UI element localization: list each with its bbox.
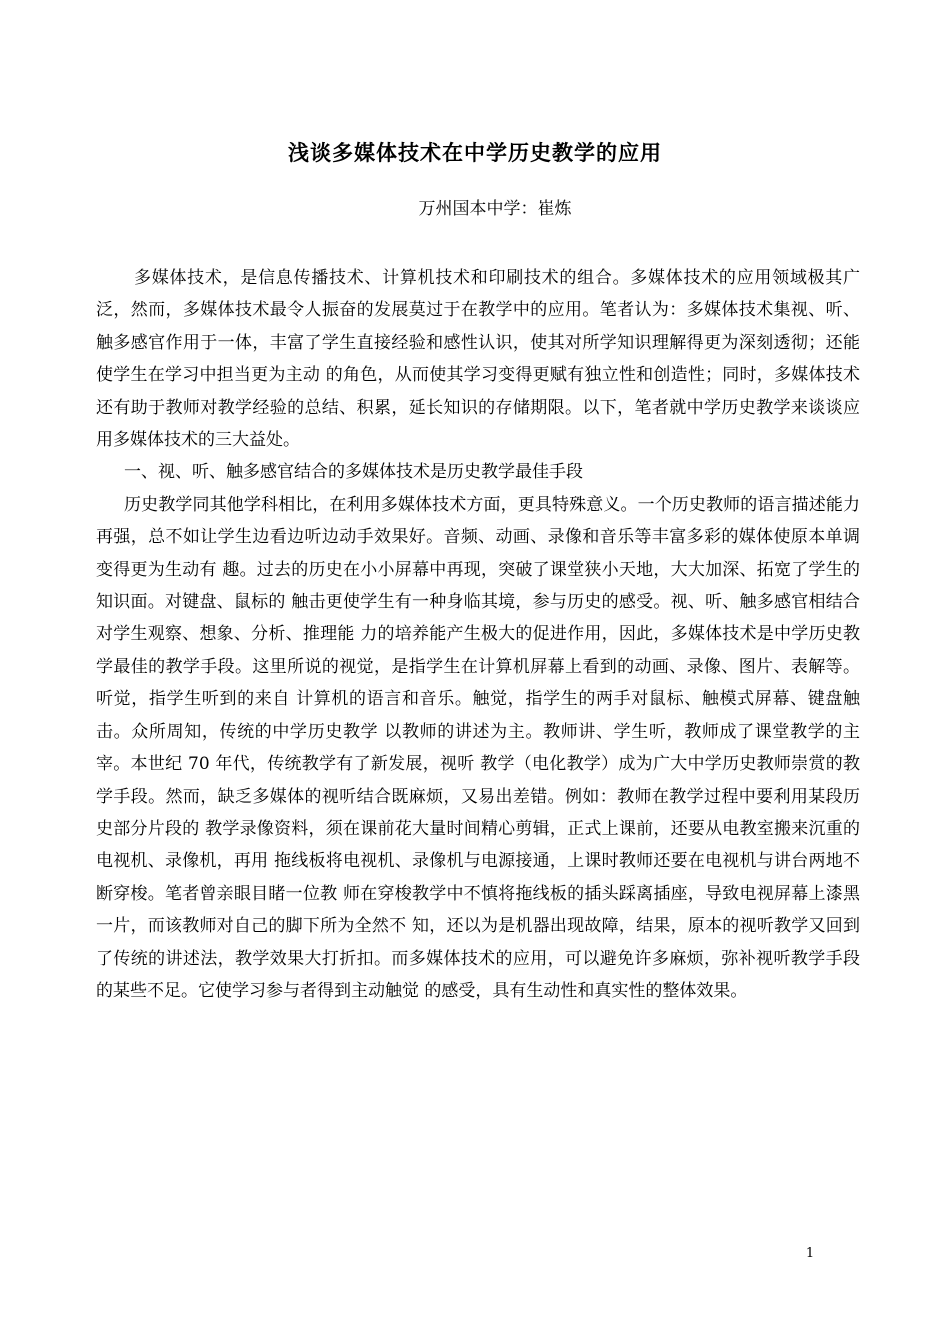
paragraph-section-1: 历史教学同其他学科相比，在利用多媒体技术方面，更具特殊意义。一个历史教师的语言描述能力再强，总不如让学生边看边听边动手效果好。音频、动画、录像和音乐等丰富多彩的媒体使原本单调变得更为生动有 趣。过去的历史在小小屏幕中再现，突破了课堂狭小天地，大大加深、拓宽了学生的知识面。对键盘、鼠标的 触击更使学生有一种身临其境，参与历史的感受。视、听、触多感官相结合对学生观察、想象、分析、推理能 力的培养能产生极大的促进作用，因此，多媒体技术是中学历史教学最佳的教学手段。这里所说的视觉，是指学生在计算机屏幕上看到的动画、录像、图片、表解等。听觉，指学生听到的来自 计算机的语言和音乐。触觉，指学生的两手对鼠标、触模式屏幕、键盘触击。众所周知，传统的中学历史教学 以教师的讲述为主。教师讲、学生听，教师成了课堂教学的主宰。本世纪 70 年代，传统教学有了新发展，视听 教学（电化教学）成为广大中学历史教师崇赏的教学手段。然而，缺乏多媒体的视听结合既麻烦，又易出差错。例如：教师在教学过程中要利用某段历史部分片段的 教学录像资料，须在课前花大量时间精心剪辑，正式上课前，还要从电教室搬来沉重的电视机、录像机，再用 拖线板将电视机、录像机与电源接通，上课时教师还要在电视机与讲台两地不断穿梭。笔者曾亲眼目睹一位教 师在穿梭教学中不慎将拖线板的插头踩离插座，导致电视屏幕上漆黑一片，而该教师对自己的脚下所为全然不 知，还以为是机器出现故障，结果，原本的视听教学又回到了传统的讲述法，教学效果大打折扣。而多媒体技术的应用，可以避免许多麻烦，弥补视听教学手段的某些不足。它使学习参与者得到主动触觉 的感受，具有生动性和真实性的整体效果。 — [96, 494, 860, 1001]
section-heading-1: 一、视、听、触多感官结合的多媒体技术是历史教学最佳手段 — [124, 462, 583, 483]
document-title: 浅谈多媒体技术在中学历史教学的应用 — [288, 140, 662, 165]
document-body — [96, 262, 860, 1007]
paragraph-intro: 多媒体技术，是信息传播技术、计算机技术和印刷技术的组合。多媒体技术的应用领域极其广泛，然而，多媒体技术最令人振奋的发展莫过于在教学中的应用。笔者认为：多媒体技术集视、听、触多感官作用于一体，丰富了学生直接经验和感性认识，使其对所学知识理解得更为深刻透彻；还能使学生在学习中担当更为主动 的角色，从而使其学习变得更赋有独立性和创造性；同时，多媒体技术还有助于教师对教学经验的总结、积累，延长知识的存储期限。以下，笔者就中学历史教学来谈谈应用多媒体技术的三大益处。 — [96, 268, 860, 451]
document-author: 万州国本中学：崔炼 — [418, 199, 572, 219]
page-number: 1 — [805, 1246, 815, 1261]
